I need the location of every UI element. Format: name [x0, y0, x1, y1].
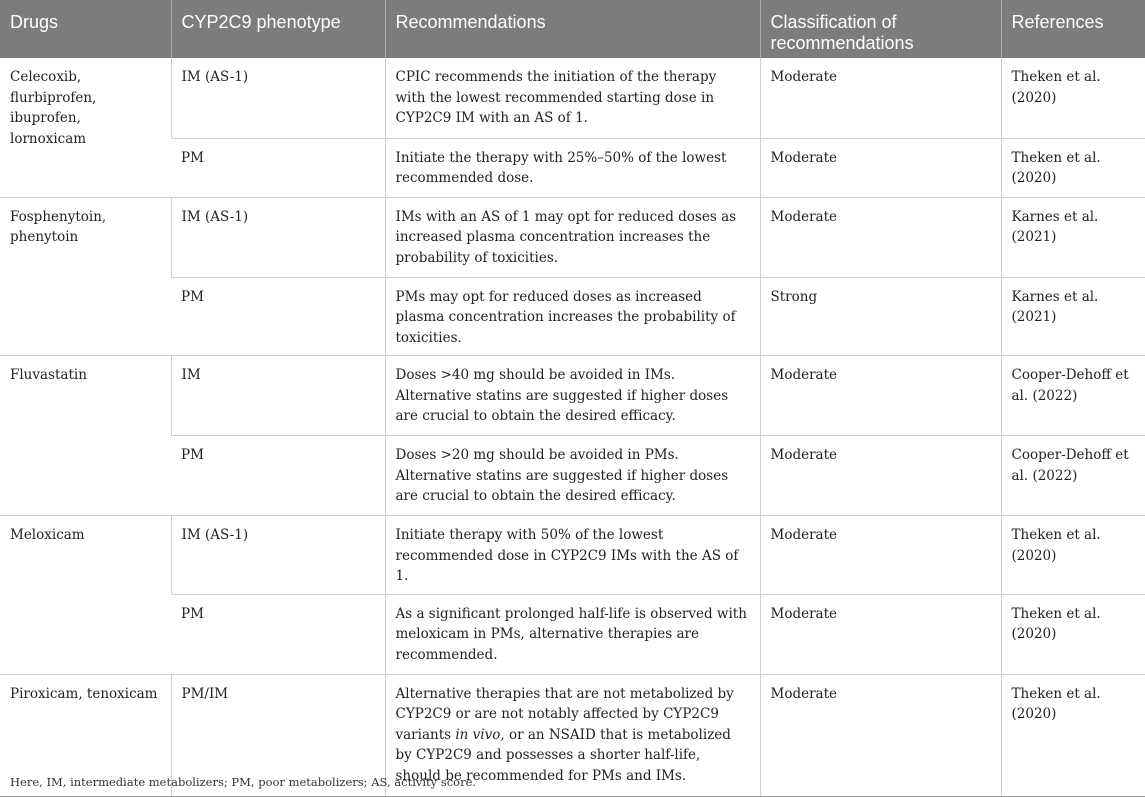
phenotype-cell: PM	[171, 138, 385, 197]
phenotype-cell: IM	[171, 356, 385, 436]
table-row	[0, 58, 1145, 138]
classification-cell: Moderate	[760, 594, 1001, 674]
drug-cell: Fosphenytoin, phenytoin	[0, 197, 171, 356]
recommendation-italic-text: in vivo	[455, 726, 501, 743]
header-classification: Classification of recommendations	[760, 0, 1001, 58]
header-references: References	[1001, 0, 1145, 58]
phenotype-cell: IM (AS-1)	[171, 516, 385, 595]
drug-cell: Fluvastatin	[0, 356, 171, 516]
phenotype-cell: IM (AS-1)	[171, 58, 385, 138]
reference-cell: Cooper-Dehoff et al. (2022)	[1001, 436, 1145, 516]
recommendation-cell: Doses >40 mg should be avoided in IMs. Alternative statins are suggested if higher doses are crucial to obtain the desired efficacy.	[385, 356, 760, 436]
header-phenotype: CYP2C9 phenotype	[171, 0, 385, 58]
phenotype-cell: PM/IM	[171, 674, 385, 796]
header-drugs: Drugs	[0, 0, 171, 58]
table-row	[0, 356, 1145, 436]
classification-cell: Moderate	[760, 356, 1001, 436]
recommendation-cell: Initiate the therapy with 25%–50% of the lowest recommended dose.	[385, 138, 760, 197]
reference-cell: Cooper-Dehoff et al. (2022)	[1001, 356, 1145, 436]
phenotype-cell: PM	[171, 277, 385, 356]
recommendation-cell: IMs with an AS of 1 may opt for reduced doses as increased plasma concentration increases the probability of toxicities.	[385, 197, 760, 277]
recommendation-cell: PMs may opt for reduced doses as increased plasma concentration increases the probability of toxicities.	[385, 277, 760, 356]
reference-cell: Theken et al. (2020)	[1001, 138, 1145, 197]
table-row	[0, 197, 1145, 277]
table-row	[0, 516, 1145, 595]
drug-cell: Celecoxib, flurbiprofen, ibuprofen, lornoxicam	[0, 58, 171, 197]
recommendation-text: Alternative therapies that are not metabolized by CYP2C9 or are not notably affected by CYP2C9 variants	[395, 685, 734, 743]
reference-cell: Karnes et al. (2021)	[1001, 197, 1145, 277]
recommendation-cell: Initiate therapy with 50% of the lowest recommended dose in CYP2C9 IMs with the AS of 1.	[385, 516, 760, 595]
reference-cell: Theken et al. (2020)	[1001, 516, 1145, 595]
classification-cell: Strong	[760, 277, 1001, 356]
drug-cell: Meloxicam	[0, 516, 171, 675]
table-row	[0, 138, 1145, 197]
table-row	[0, 436, 1145, 516]
classification-cell: Moderate	[760, 436, 1001, 516]
reference-cell: Theken et al. (2020)	[1001, 674, 1145, 796]
classification-cell: Moderate	[760, 674, 1001, 796]
reference-cell: Karnes et al. (2021)	[1001, 277, 1145, 356]
classification-cell: Moderate	[760, 138, 1001, 197]
recommendation-cell: CPIC recommends the initiation of the therapy with the lowest recommended starting dose in CYP2C9 IM with an AS of 1.	[385, 58, 760, 138]
header-recommendations: Recommendations	[385, 0, 760, 58]
phenotype-cell: PM	[171, 436, 385, 516]
table-row	[0, 594, 1145, 674]
table-header-row	[0, 0, 1145, 58]
classification-cell: Moderate	[760, 197, 1001, 277]
reference-cell: Theken et al. (2020)	[1001, 58, 1145, 138]
phenotype-cell: IM (AS-1)	[171, 197, 385, 277]
classification-cell: Moderate	[760, 516, 1001, 595]
table-footnote: Here, IM, intermediate metabolizers; PM, poor metabolizers; AS, activity score.	[10, 775, 477, 789]
phenotype-cell: PM	[171, 594, 385, 674]
recommendation-text: , or an NSAID that is metabolized by CYP2C9 and possesses a shorter half-life, should be recommended for PMs and IMs.	[395, 726, 731, 784]
reference-cell: Theken et al. (2020)	[1001, 594, 1145, 674]
recommendation-cell: Doses >20 mg should be avoided in PMs. Alternative statins are suggested if higher doses are crucial to obtain the desired efficacy.	[385, 436, 760, 516]
classification-cell: Moderate	[760, 58, 1001, 138]
recommendation-cell: As a significant prolonged half-life is observed with meloxicam in PMs, alternative therapies are recommended.	[385, 594, 760, 674]
drug-cell: Piroxicam, tenoxicam	[0, 674, 171, 796]
table-row	[0, 277, 1145, 356]
